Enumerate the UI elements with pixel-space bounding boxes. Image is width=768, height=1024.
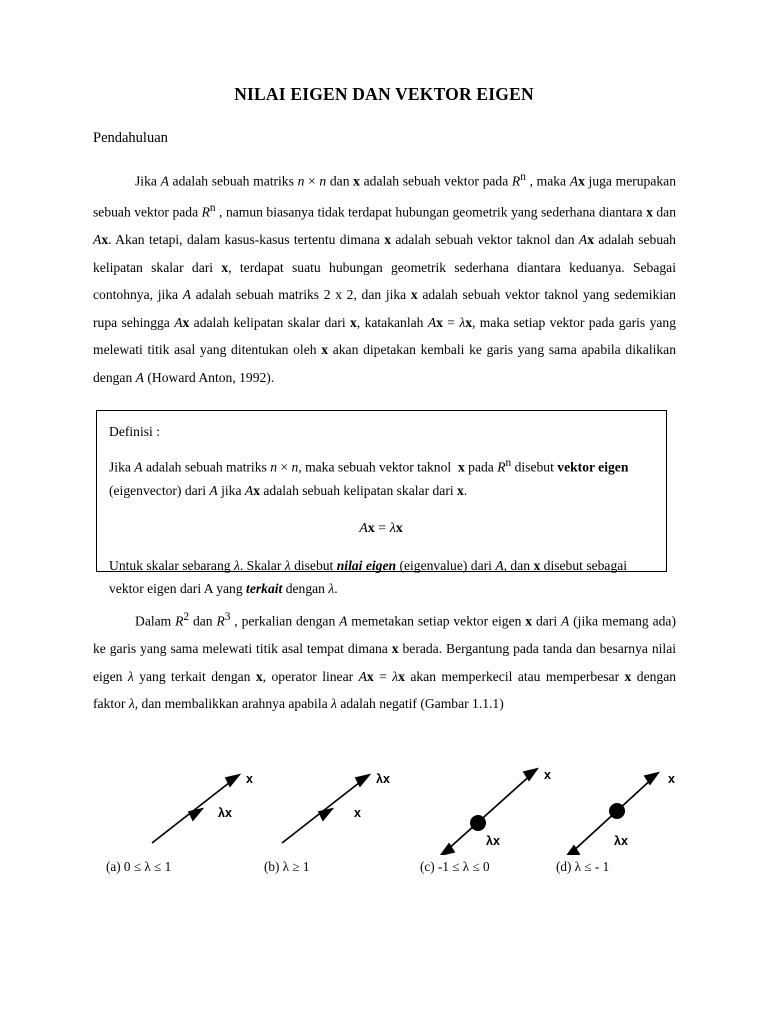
figure-c-tip-label: x <box>544 768 551 782</box>
definition-body-text: Jika A adalah sebuah matriks n × n, maka sebuah vektor taknol x pada $R^n$ disebut vektor eigen (eigenvector) dari A jika Ax adalah sebuah kelipatan skalar dari x. <box>109 457 629 498</box>
definition-box-content <box>109 420 653 600</box>
after-box-paragraph-text: Dalam $R^2$ dan $R^3$ , perkalian dengan A memetakan setiap vektor eigen x dari A (jika memang ada) ke garis yang sama melewati titik asal tempat dimana x berada. Bergantung pada tanda dan besarnya nilai eigen λ yang terkait dengan x, operator linear Ax = λx akan memperkecil atau memperbesar x dengan faktor λ, dan membalikkan arahnya apabila λ adalah negatif (Gambar 1.1.1) <box>93 611 677 712</box>
definition-formula: Ax = λx <box>359 520 403 536</box>
origin-dot-d <box>609 803 625 819</box>
figure-c-caption: (c) -1 ≤ λ ≤ 0 <box>420 859 490 874</box>
figure-a-tip-label: x <box>246 772 253 786</box>
vector-diagram-d <box>556 755 706 855</box>
figure-panel-b <box>264 755 414 895</box>
definition-label: Definisi : <box>109 424 160 439</box>
figure-panel-a <box>106 755 256 895</box>
figure-d-caption: (d) λ ≤ - 1 <box>556 859 610 874</box>
arrowhead-mid-b <box>319 809 332 820</box>
figure-a-mid-label: λx <box>218 806 232 820</box>
section-heading-pendahuluan: Pendahuluan <box>93 130 168 146</box>
vector-diagram-a <box>106 755 256 855</box>
figure-panel-c <box>420 755 570 895</box>
origin-dot-c <box>470 815 486 831</box>
figure-b-caption: (b) λ ≥ 1 <box>264 859 310 874</box>
intro-paragraph <box>93 164 676 391</box>
figure-b-mid-label: x <box>354 806 361 820</box>
figure-b-tip-label: λx <box>376 772 390 786</box>
figure-1-1-1 <box>0 755 768 895</box>
figure-panel-d <box>556 755 706 895</box>
figure-d-tip-label: x <box>668 772 675 786</box>
figure-c-mid-label: λx <box>486 834 500 848</box>
intro-paragraph-text: Jika A adalah sebuah matriks n × n dan x adalah sebuah vektor pada $R^n$ , maka Ax juga merupakan sebuah vektor pada $R^n$ , namun biasanya tidak terdapat hubungan geometrik yang sederhana diantara x dan Ax. Akan tetapi, dalam kasus-kasus tertentu dimana x adalah sebuah vektor taknol dan Ax adalah sebuah kelipatan skalar dari x, terdapat suatu hubungan geometrik sederhana diantara keduanya. Sebagai contohnya, jika A adalah sebuah matriks 2 x 2, dan jika x adalah sebuah vektor taknol yang sedemikian rupa sehingga Ax adalah kelipatan skalar dari x, katakanlah Ax = λx, maka setiap vektor pada garis yang melewati titik asal yang ditentukan oleh x akan dipetakan kembali ke garis yang sama apabila dikalikan dengan A (Howard Anton, 1992). <box>93 171 677 385</box>
page-title: NILAI EIGEN DAN VEKTOR EIGEN <box>234 84 534 104</box>
after-box-paragraph <box>93 604 676 718</box>
vector-diagram-b <box>264 755 414 855</box>
figure-d-mid-label: λx <box>614 834 628 848</box>
definition-tail-text: Untuk skalar sebarang λ. Skalar λ disebut nilai eigen (eigenvalue) dari A, dan x disebut sebagai vektor eigen dari A yang terkait dengan λ. <box>109 557 628 596</box>
figure-a-caption: (a) 0 ≤ λ ≤ 1 <box>106 859 172 874</box>
definition-box <box>96 410 667 596</box>
arrowhead-mid-a <box>189 809 202 820</box>
